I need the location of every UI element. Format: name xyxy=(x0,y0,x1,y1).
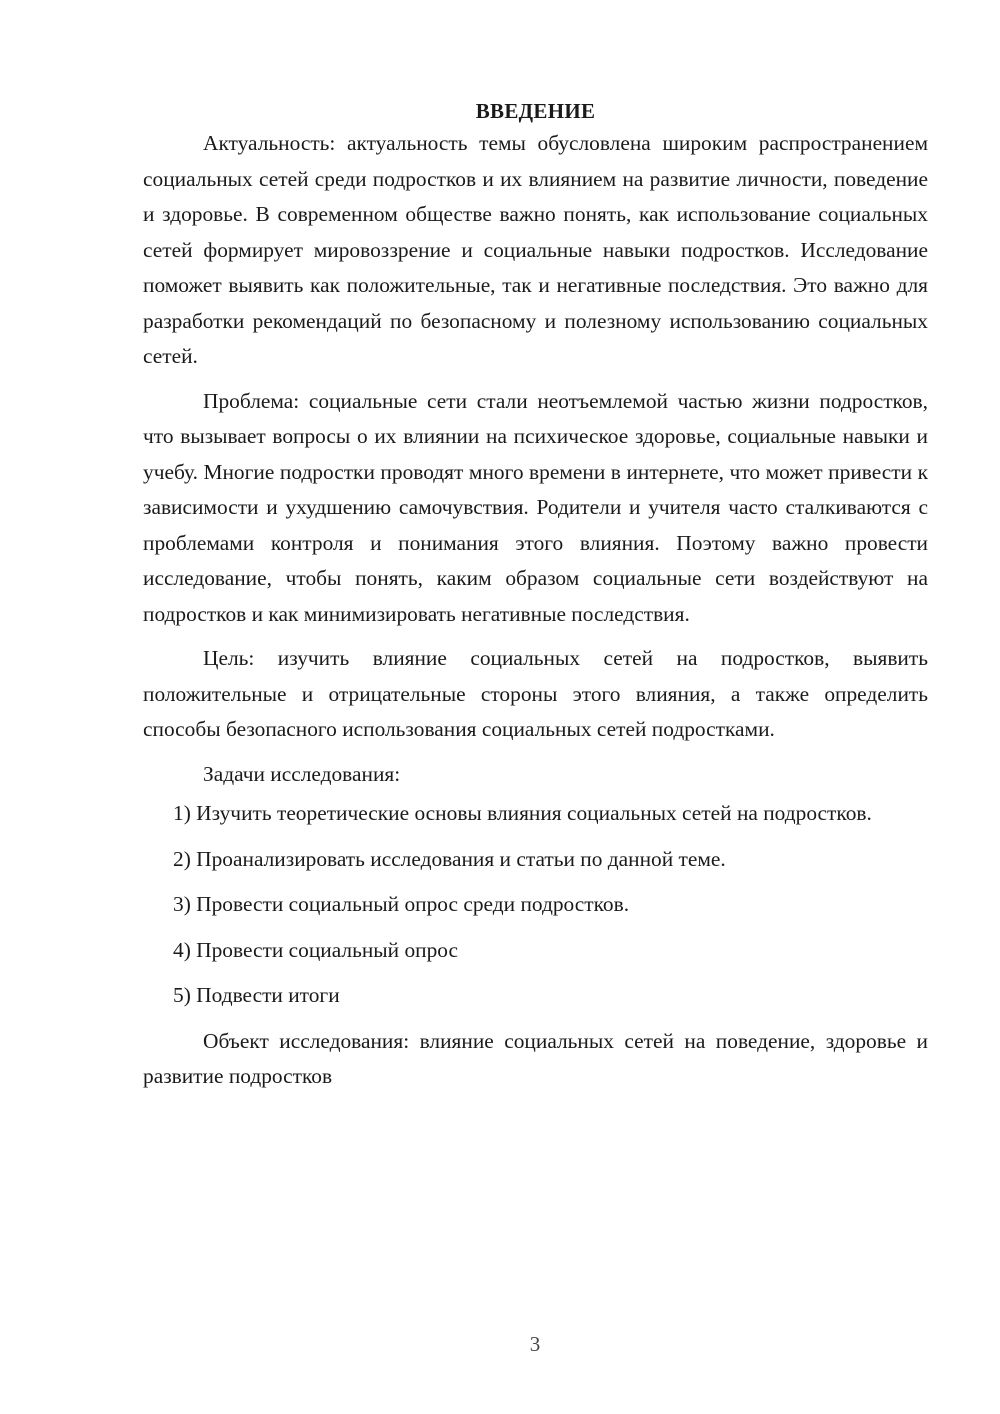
task-item-1: 1) Изучить теоретические основы влияния социальных сетей на подростков. xyxy=(173,801,872,825)
document-page xyxy=(143,94,928,1104)
paragraph-problem: Проблема: социальные сети стали неотъемлемой частью жизни подростков, что вызывает вопросы о их влиянии на психическое здоровье, социальные навыки и учебу. Многие подростки проводят много времени в интернете, что может привести к зависимости и ухудшению самочувствия. Родители и учителя часто сталкиваются с проблемами контроля и понимания этого влияния. Поэтому важно провести исследование, чтобы понять, каким образом социальные сети воздействуют на подростков и как минимизировать негативные последствия. xyxy=(143,388,928,626)
task-item-5: 5) Подвести итоги xyxy=(173,983,340,1007)
paragraph-object: Объект исследования: влияние социальных сетей на поведение, здоровье и развитие подростков xyxy=(143,1028,928,1088)
document-title: ВВЕДЕНИЕ xyxy=(475,99,596,123)
paragraph-goal: Цель: изучить влияние социальных сетей на подростков, выявить положительные и отрицательные стороны этого влияния, а также определить способы безопасного использования социальных сетей подростками. xyxy=(143,646,928,741)
task-item-2: 2) Проанализировать исследования и статьи по данной теме. xyxy=(173,846,726,871)
page-number: 3 xyxy=(529,1332,541,1356)
paragraph-relevance: Актуальность: актуальность темы обусловлена широким распространением социальных сетей среди подростков и их влиянием на развитие личности, поведение и здоровье. В современном обществе важно понять, как использование социальных сетей формирует мировоззрение и социальные навыки подростков. Исследование поможет выявить как положительные, так и негативные последствия. Это важно для разработки рекомендаций по безопасному и полезному использованию социальных сетей. xyxy=(143,131,928,368)
task-item-3: 3) Провести социальный опрос среди подростков. xyxy=(173,892,630,916)
tasks-heading: Задачи исследования: xyxy=(203,761,401,786)
task-item-4: 4) Провести социальный опрос xyxy=(173,937,459,962)
